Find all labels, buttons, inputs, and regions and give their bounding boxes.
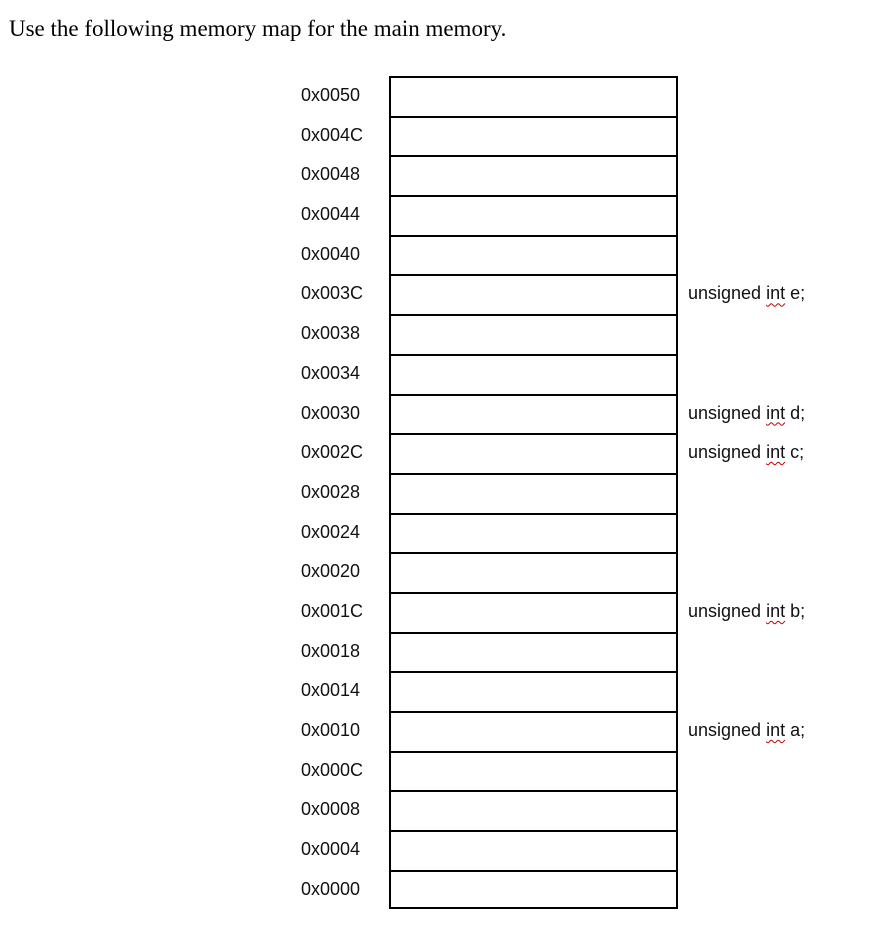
memory-cell <box>389 314 678 354</box>
memory-row <box>0 394 888 434</box>
memory-cell <box>389 671 678 711</box>
memory-row <box>0 513 888 553</box>
address-label: 0x002C <box>301 442 364 463</box>
address-label: 0x0050 <box>301 85 361 105</box>
memory-row <box>0 671 888 711</box>
memory-cell <box>389 354 678 394</box>
memory-cell <box>389 235 678 275</box>
memory-row <box>0 235 888 275</box>
memory-row <box>0 751 888 791</box>
address-label: 0x004C <box>301 124 364 145</box>
variable-type: int <box>766 720 786 740</box>
variable-name: d; <box>785 402 806 423</box>
variable-label <box>688 394 805 434</box>
variable-prefix: unsigned <box>688 600 767 621</box>
address-label: 0x0020 <box>301 561 361 582</box>
address-label: 0x0008 <box>301 799 361 820</box>
variable-label <box>688 433 804 473</box>
memory-row <box>0 592 888 632</box>
memory-row <box>0 116 888 156</box>
memory-cell <box>389 751 678 791</box>
memory-row <box>0 870 888 910</box>
address-label: 0x0014 <box>301 680 361 701</box>
memory-row <box>0 314 888 354</box>
variable-label <box>688 592 805 632</box>
address-label: 0x0048 <box>301 164 361 185</box>
variable-label <box>688 274 805 314</box>
variable-label <box>688 711 805 751</box>
variable-name: e; <box>785 283 806 304</box>
memory-map <box>0 76 888 909</box>
address-label: 0x0040 <box>301 243 361 264</box>
memory-row <box>0 274 888 314</box>
memory-row <box>0 473 888 513</box>
address-label: 0x0024 <box>301 521 361 542</box>
variable-prefix: unsigned <box>688 442 767 463</box>
variable-type: int <box>766 600 786 621</box>
memory-row <box>0 433 888 473</box>
memory-row <box>0 830 888 870</box>
memory-cell <box>389 473 678 513</box>
variable-prefix: unsigned <box>688 283 767 304</box>
memory-row <box>0 155 888 195</box>
memory-cell <box>389 274 678 314</box>
address-label: 0x000C <box>301 759 364 780</box>
address-label: 0x0018 <box>301 640 361 661</box>
address-label: 0x0028 <box>301 481 361 502</box>
memory-cell <box>389 195 678 235</box>
memory-cell <box>389 830 678 870</box>
variable-name: a; <box>785 720 806 740</box>
address-label: 0x001C <box>301 600 364 621</box>
variable-type: int <box>766 283 786 304</box>
memory-row <box>0 76 888 116</box>
memory-row <box>0 632 888 672</box>
address-label: 0x0004 <box>301 839 361 860</box>
address-label: 0x0038 <box>301 323 361 344</box>
variable-type: int <box>766 402 786 423</box>
address-label: 0x0010 <box>301 720 361 740</box>
memory-cell <box>389 552 678 592</box>
address-label: 0x003C <box>301 283 364 304</box>
variable-type: int <box>766 442 786 463</box>
address-label: 0x0034 <box>301 362 361 383</box>
memory-cell <box>389 592 678 632</box>
memory-cell <box>389 513 678 553</box>
memory-cell <box>389 433 678 473</box>
memory-cell <box>389 76 678 116</box>
memory-cell <box>389 711 678 751</box>
memory-row <box>0 552 888 592</box>
memory-row <box>0 711 888 751</box>
variable-name: b; <box>785 600 806 621</box>
memory-cell <box>389 155 678 195</box>
variable-name: c; <box>785 442 805 463</box>
memory-cell <box>389 790 678 830</box>
intro-text: Use the following memory map for the main memory. <box>9 16 507 41</box>
address-label: 0x0030 <box>301 402 361 423</box>
memory-row <box>0 195 888 235</box>
memory-cell <box>389 632 678 672</box>
memory-row <box>0 354 888 394</box>
memory-cell <box>389 116 678 156</box>
memory-cell <box>389 394 678 434</box>
address-label: 0x0044 <box>301 204 361 225</box>
memory-cell <box>389 870 678 910</box>
memory-row <box>0 790 888 830</box>
variable-prefix: unsigned <box>688 402 767 423</box>
address-label: 0x0000 <box>301 878 361 899</box>
variable-prefix: unsigned <box>688 720 767 740</box>
